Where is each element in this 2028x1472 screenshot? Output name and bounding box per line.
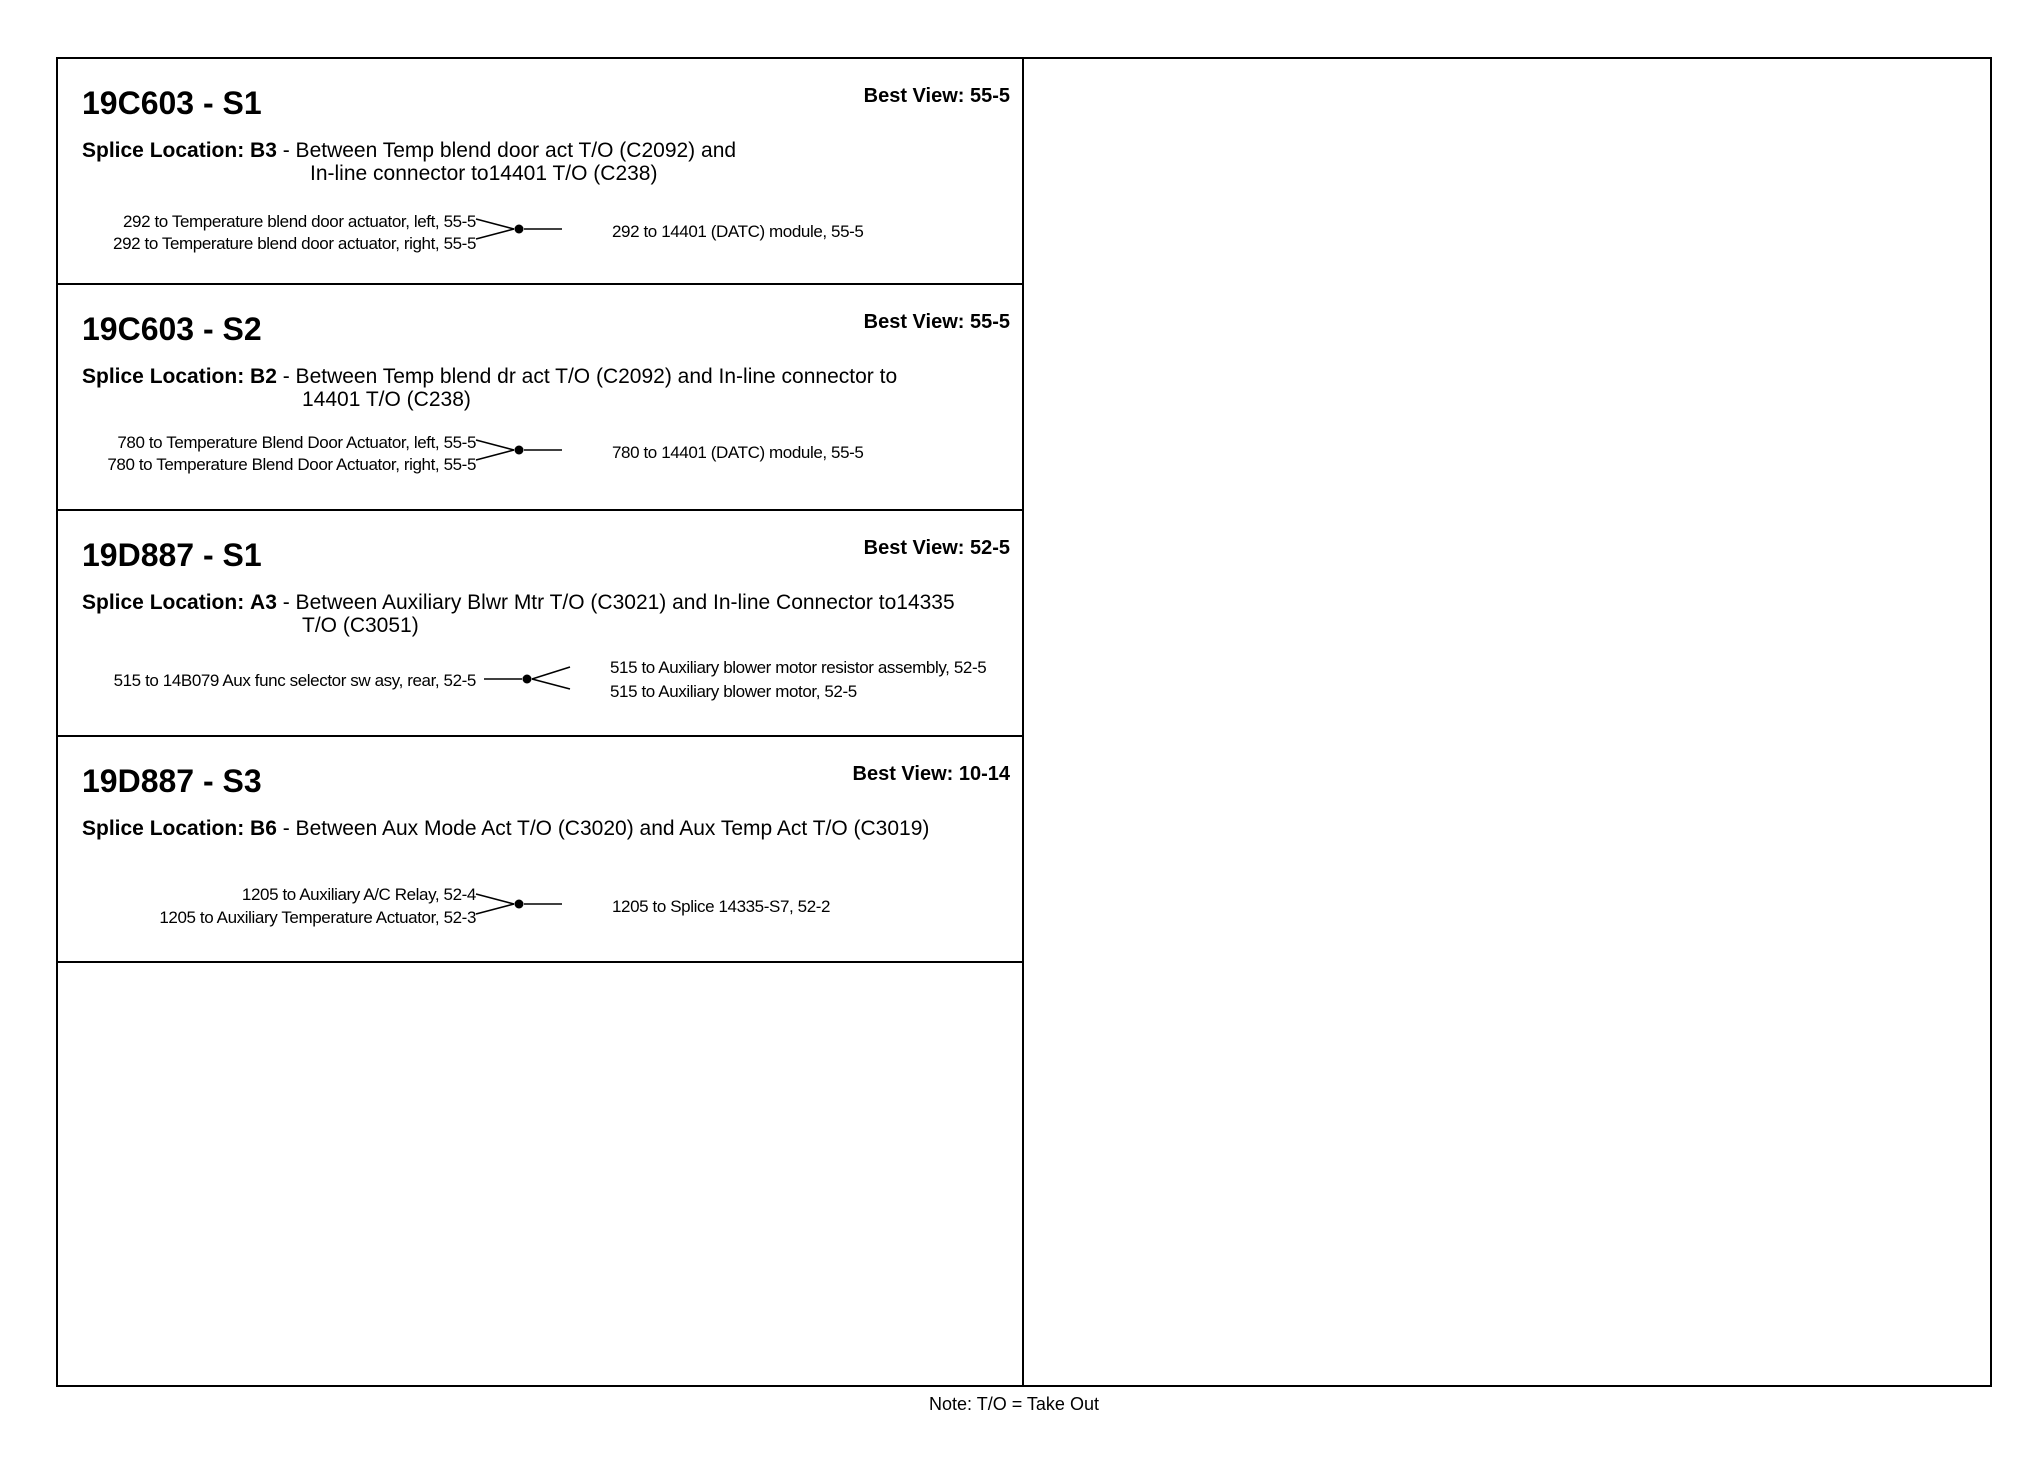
splice-merge-diagram [476,205,616,265]
left-wire: 515 to 14B079 Aux func selector sw asy, rear, 52-5 [113,671,476,690]
splice-merge-diagram [476,426,616,486]
splice-id: 19D887 - S3 [82,763,262,799]
splice-location [82,591,955,614]
splice-location-text: - Between Auxiliary Blwr Mtr T/O (C3021) and In-line Connector to14335 [282,591,955,614]
left-wire: 1205 to Auxiliary Temperature Actuator, 52-3 [159,908,476,927]
splice-location-text: - Between Temp blend dr act T/O (C2092) and In-line connector to [282,365,898,388]
footnote: Note: T/O = Take Out [929,1394,1099,1414]
splice-location-label: Splice Location: [82,139,245,162]
splice-location-text: - Between Aux Mode Act T/O (C3020) and Aux Temp Act T/O (C3019) [282,817,930,840]
splice-merge-diagram [476,880,616,940]
right-wire: 515 to Auxiliary blower motor resistor assembly, 52-5 [610,658,987,677]
splice-location-code: A3 [250,591,277,614]
best-view: Best View: 10-14 [852,763,1010,785]
splice-location [82,139,736,162]
splice-split-diagram [476,655,616,715]
right-wire: 1205 to Splice 14335-S7, 52-2 [612,897,831,916]
splice-location-code: B6 [250,817,277,840]
best-view: Best View: 55-5 [863,85,1010,107]
splice-location-code: B2 [250,365,277,388]
best-view: Best View: 52-5 [863,537,1010,559]
left-wire: 292 to Temperature blend door actuator, right, 55-5 [113,234,476,253]
splice-id: 19C603 - S1 [82,85,262,121]
splice-location-label: Splice Location: [82,591,245,614]
splice-block-19c603-s1 [56,59,1024,285]
splice-location-code: B3 [250,139,277,162]
left-wire: 780 to Temperature Blend Door Actuator, left, 55-5 [117,433,476,452]
splice-id: 19C603 - S2 [82,311,262,347]
splice-location [82,365,897,388]
splice-location-label: Splice Location: [82,365,245,388]
left-wire: 1205 to Auxiliary A/C Relay, 52-4 [241,885,476,904]
best-view: Best View: 55-5 [863,311,1010,333]
splice-location-text-cont: T/O (C3051) [302,614,419,637]
splice-location-text-cont: In-line connector to14401 T/O (C238) [310,162,658,185]
right-wire: 515 to Auxiliary blower motor, 52-5 [610,682,857,701]
splice-location-text-cont: 14401 T/O (C238) [302,388,471,411]
right-wire: 780 to 14401 (DATC) module, 55-5 [612,443,864,462]
splice-location-text: - Between Temp blend door act T/O (C2092) and [282,139,737,162]
splice-location-label: Splice Location: [82,817,245,840]
splice-location [82,817,929,840]
splice-id: 19D887 - S1 [82,537,262,573]
splice-block-19c603-s2 [56,285,1024,511]
right-wire: 292 to 14401 (DATC) module, 55-5 [612,222,864,241]
left-wire: 780 to Temperature Blend Door Actuator, right, 55-5 [107,455,476,474]
splice-block-19d887-s1 [56,511,1024,737]
left-wire: 292 to Temperature blend door actuator, left, 55-5 [123,212,476,231]
splice-block-19d887-s3 [56,737,1024,963]
